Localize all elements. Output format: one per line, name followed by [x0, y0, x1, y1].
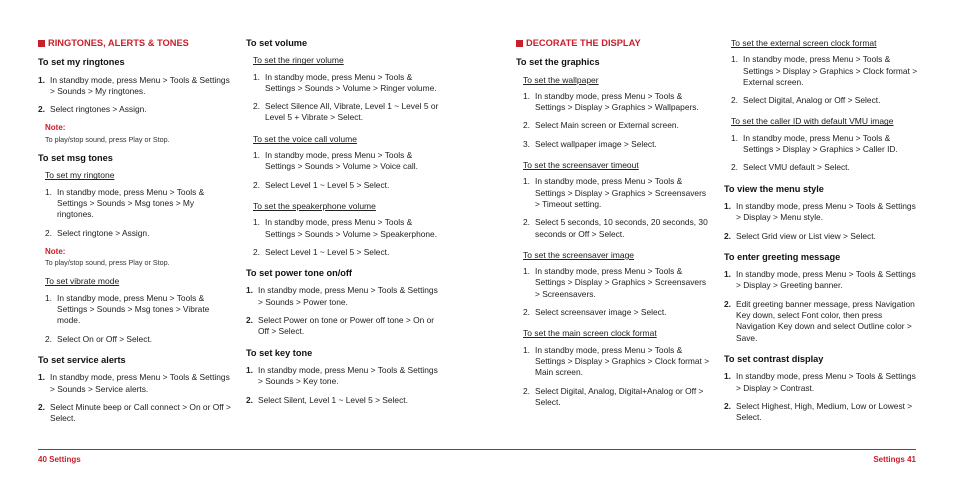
- step-number: 2.: [246, 315, 253, 326]
- heading-graphics: To set the graphics: [516, 57, 600, 68]
- footer-divider: [38, 449, 916, 450]
- step-text: In standby mode, press Menu > Tools & Settings > Display > Graphics > Screensavers > Timeout setting.: [535, 176, 707, 209]
- list-item: [45, 187, 233, 221]
- list-item: [45, 293, 233, 327]
- list-item: [45, 334, 233, 345]
- list-item: [253, 101, 442, 124]
- step-text: Select screensaver image > Select.: [535, 307, 667, 318]
- step-number: 2.: [724, 400, 731, 411]
- step-text: Select Silence All, Vibrate, Level 1 ~ Level 5 or Level 5 + Vibrate > Select.: [265, 101, 439, 123]
- list-item: [724, 299, 920, 344]
- list-item: [45, 228, 233, 239]
- square-bullet-icon: [516, 40, 523, 47]
- steps-caller-id: [724, 133, 920, 174]
- column-2: [246, 38, 442, 413]
- step-text: In standby mode, press Menu > Tools & Settings > Sounds > Msg tones > Vibrate mode.: [57, 292, 210, 326]
- step-text: In standby mode, press Menu > Tools & Settings > Sounds > Key tone.: [258, 364, 438, 387]
- step-number: 1.: [523, 90, 530, 101]
- step-text: In standby mode, press Menu > Tools & Settings > Sounds > Msg tones > My ringtones.: [57, 186, 205, 220]
- footer-right-page-number: Settings 41: [873, 455, 916, 464]
- step-number: 1.: [253, 150, 260, 161]
- step-text: Select On or Off > Select.: [57, 333, 153, 344]
- footer-left-page-number: 40 Settings: [38, 455, 81, 464]
- step-number: 1.: [724, 269, 731, 280]
- list-item: [38, 372, 233, 395]
- column-4: [724, 38, 920, 430]
- steps-contrast: [724, 371, 920, 423]
- column-1: [38, 38, 233, 431]
- subheading-vibrate-mode: To set vibrate mode: [45, 276, 120, 287]
- steps-speaker-volume: [246, 217, 442, 258]
- list-item: [724, 269, 920, 292]
- step-number: 2.: [523, 120, 530, 131]
- steps-my-ringtone: [38, 187, 233, 239]
- subheading-speaker-volume: To set the speakerphone volume: [253, 200, 376, 211]
- section-heading-display: [516, 38, 712, 49]
- step-text: In standby mode, press Menu > Tools & Settings > Sounds > Service alerts.: [50, 372, 230, 394]
- step-text: In standby mode, press Menu > Tools & Settings > Display > Menu style.: [736, 200, 916, 223]
- step-number: 1.: [253, 71, 260, 82]
- list-item: [724, 371, 920, 394]
- step-number: 2.: [724, 230, 731, 241]
- list-item: [523, 217, 712, 240]
- list-item: [523, 176, 712, 210]
- step-text: In standby mode, press Menu > Tools & Settings > Sounds > My ringtones.: [50, 74, 230, 96]
- step-text: Select Digital, Analog, Digital+Analog or Off > Select.: [535, 385, 704, 407]
- heading-key-tone: To set key tone: [246, 347, 313, 358]
- list-item: [253, 150, 442, 173]
- list-item: [246, 365, 442, 388]
- step-number: 1.: [38, 74, 45, 85]
- step-text: Select ringtone > Assign.: [57, 227, 150, 238]
- list-item: [731, 95, 920, 106]
- list-item: [253, 180, 442, 191]
- steps-power-tone: [246, 285, 442, 337]
- column-3: [516, 38, 712, 415]
- step-number: 2.: [253, 179, 260, 190]
- step-number: 2.: [246, 394, 253, 405]
- subheading-my-ringtone: To set my ringtone: [45, 170, 115, 181]
- list-item: [523, 139, 712, 150]
- step-number: 1.: [724, 200, 731, 211]
- step-text: Select Minute beep or Call connect > On or Off > Select.: [50, 401, 231, 424]
- heading-msg-tones: To set msg tones: [38, 153, 113, 164]
- steps-screensaver-timeout: [516, 176, 712, 239]
- section-heading-ringtones: [38, 38, 233, 49]
- step-text: Select VMU default > Select.: [743, 162, 850, 173]
- step-number: 2.: [45, 333, 52, 344]
- note-label: Note:: [45, 246, 66, 256]
- step-number: 1.: [45, 186, 52, 197]
- step-text: In standby mode, press Menu > Tools & Settings > Sounds > Volume > Speakerphone.: [265, 217, 438, 239]
- heading-contrast: To set contrast display: [724, 353, 824, 364]
- step-number: 1.: [38, 372, 45, 383]
- section-title: DECORATE THE DISPLAY: [526, 38, 641, 48]
- heading-power-tone: To set power tone on/off: [246, 268, 352, 279]
- steps-screensaver-image: [516, 266, 712, 318]
- step-text: In standby mode, press Menu > Tools & Settings > Display > Graphics > Clock format > Main screen.: [535, 344, 710, 378]
- step-number: 2.: [38, 401, 45, 412]
- square-bullet-icon: [38, 40, 45, 47]
- list-item: [523, 120, 712, 131]
- steps-ringer-volume: [246, 72, 442, 124]
- list-item: [724, 401, 920, 424]
- subheading-ringer-volume: To set the ringer volume: [253, 55, 344, 66]
- step-text: In standby mode, press Menu > Tools & Settings > Sounds > Volume > Ringer volume.: [265, 71, 437, 93]
- list-item: [253, 72, 442, 95]
- list-item: [246, 395, 442, 406]
- step-text: In standby mode, press Menu > Tools & Settings > Display > Greeting banner.: [736, 269, 916, 291]
- step-number: 2.: [38, 104, 45, 115]
- step-text: In standby mode, press Menu > Tools & Settings > Display > Graphics > Screensavers > Screensavers.: [535, 266, 707, 299]
- steps-external-clock: [724, 54, 920, 106]
- step-number: 1.: [45, 292, 52, 303]
- steps-vibrate-mode: [38, 293, 233, 345]
- step-number: 1.: [523, 266, 530, 277]
- section-title: RINGTONES, ALERTS & TONES: [48, 38, 189, 48]
- step-text: Select wallpaper image > Select.: [535, 138, 657, 149]
- step-text: Select Highest, High, Medium, Low or Lowest > Select.: [736, 400, 913, 423]
- steps-wallpaper: [516, 91, 712, 150]
- subheading-wallpaper: To set the wallpaper: [523, 74, 599, 85]
- step-number: 2.: [731, 95, 738, 106]
- heading-set-ringtones: To set my ringtones: [38, 57, 125, 68]
- heading-service-alerts: To set service alerts: [38, 354, 126, 365]
- list-item: [38, 75, 233, 98]
- step-text: In standby mode, press Menu > Tools & Settings > Sounds > Volume > Voice call.: [265, 150, 418, 172]
- step-text: In standby mode, press Menu > Tools & Settings > Display > Graphics > Wallpapers.: [535, 90, 699, 113]
- step-text: Select Silent, Level 1 ~ Level 5 > Select.: [258, 394, 408, 405]
- step-text: In standby mode, press Menu > Tools & Settings > Sounds > Power tone.: [258, 285, 438, 307]
- step-number: 1.: [246, 364, 253, 375]
- subheading-voice-volume: To set the voice call volume: [253, 133, 357, 144]
- list-item: [246, 285, 442, 308]
- step-text: Select Power on tone or Power off tone > On or Off > Select.: [258, 315, 435, 337]
- step-number: 1.: [253, 217, 260, 228]
- step-text: Select Level 1 ~ Level 5 > Select.: [265, 246, 390, 257]
- step-number: 2.: [724, 298, 731, 309]
- list-item: [523, 266, 712, 300]
- heading-set-volume: To set volume: [246, 38, 308, 48]
- steps-greeting: [724, 269, 920, 344]
- step-text: In standby mode, press Menu > Tools & Settings > Display > Graphics > Caller ID.: [743, 132, 898, 155]
- steps-service-alerts: [38, 372, 233, 424]
- step-number: 1.: [523, 344, 530, 355]
- step-number: 3.: [523, 138, 530, 149]
- heading-greeting: To enter greeting message: [724, 251, 841, 262]
- subheading-main-clock: To set the main screen clock format: [523, 328, 657, 339]
- step-number: 2.: [45, 227, 52, 238]
- step-number: 2.: [253, 246, 260, 257]
- list-item: [724, 201, 920, 224]
- step-number: 1.: [523, 176, 530, 187]
- list-item: [246, 315, 442, 338]
- subheading-screensaver-timeout: To set the screensaver timeout: [523, 160, 639, 171]
- step-text: Select Level 1 ~ Level 5 > Select.: [265, 179, 390, 190]
- step-text: Select ringtones > Assign.: [50, 104, 147, 115]
- list-item: [523, 91, 712, 114]
- list-item: [731, 162, 920, 173]
- step-text: In standby mode, press Menu > Tools & Settings > Display > Contrast.: [736, 371, 916, 393]
- subheading-screensaver-image: To set the screensaver image: [523, 249, 635, 260]
- step-number: 2.: [523, 385, 530, 396]
- step-number: 1.: [731, 132, 738, 143]
- steps-menu-style: [724, 201, 920, 242]
- subheading-external-clock: To set the external screen clock format: [731, 38, 877, 48]
- step-text: Select Main screen or External screen.: [535, 120, 679, 131]
- step-number: 1.: [246, 285, 253, 296]
- list-item: [523, 386, 712, 409]
- step-number: 2.: [523, 217, 530, 228]
- note-text: To play/stop sound, press Play or Stop.: [45, 258, 170, 268]
- list-item: [724, 231, 920, 242]
- steps-key-tone: [246, 365, 442, 406]
- list-item: [253, 247, 442, 258]
- list-item: [523, 345, 712, 379]
- step-text: Edit greeting banner message, press Navigation Key down, select Font color, then press Navigation Key down and select Outline color > Save.: [736, 298, 915, 343]
- step-number: 1.: [724, 371, 731, 382]
- list-item: [523, 307, 712, 318]
- list-item: [38, 402, 233, 425]
- steps-voice-volume: [246, 150, 442, 191]
- steps-main-clock: [516, 345, 712, 408]
- step-text: Select Grid view or List view > Select.: [736, 230, 876, 241]
- list-item: [731, 133, 920, 156]
- list-item: [253, 217, 442, 240]
- step-text: Select 5 seconds, 10 seconds, 20 seconds, 30 seconds or Off > Select.: [535, 217, 708, 239]
- note-label: Note:: [45, 123, 66, 133]
- subheading-caller-id: To set the caller ID with default VMU image: [731, 116, 894, 127]
- note-text: To play/stop sound, press Play or Stop.: [45, 134, 170, 144]
- step-number: 2.: [253, 101, 260, 112]
- step-number: 2.: [731, 162, 738, 173]
- list-item: [38, 104, 233, 115]
- step-text: In standby mode, press Menu > Tools & Settings > Display > Graphics > Clock format > External screen.: [743, 54, 918, 87]
- step-text: Select Digital, Analog or Off > Select.: [743, 95, 881, 106]
- heading-menu-style: To view the menu style: [724, 183, 824, 194]
- list-item: [731, 54, 920, 88]
- step-number: 1.: [731, 54, 738, 65]
- steps-set-ringtones: [38, 75, 233, 116]
- step-number: 2.: [523, 307, 530, 318]
